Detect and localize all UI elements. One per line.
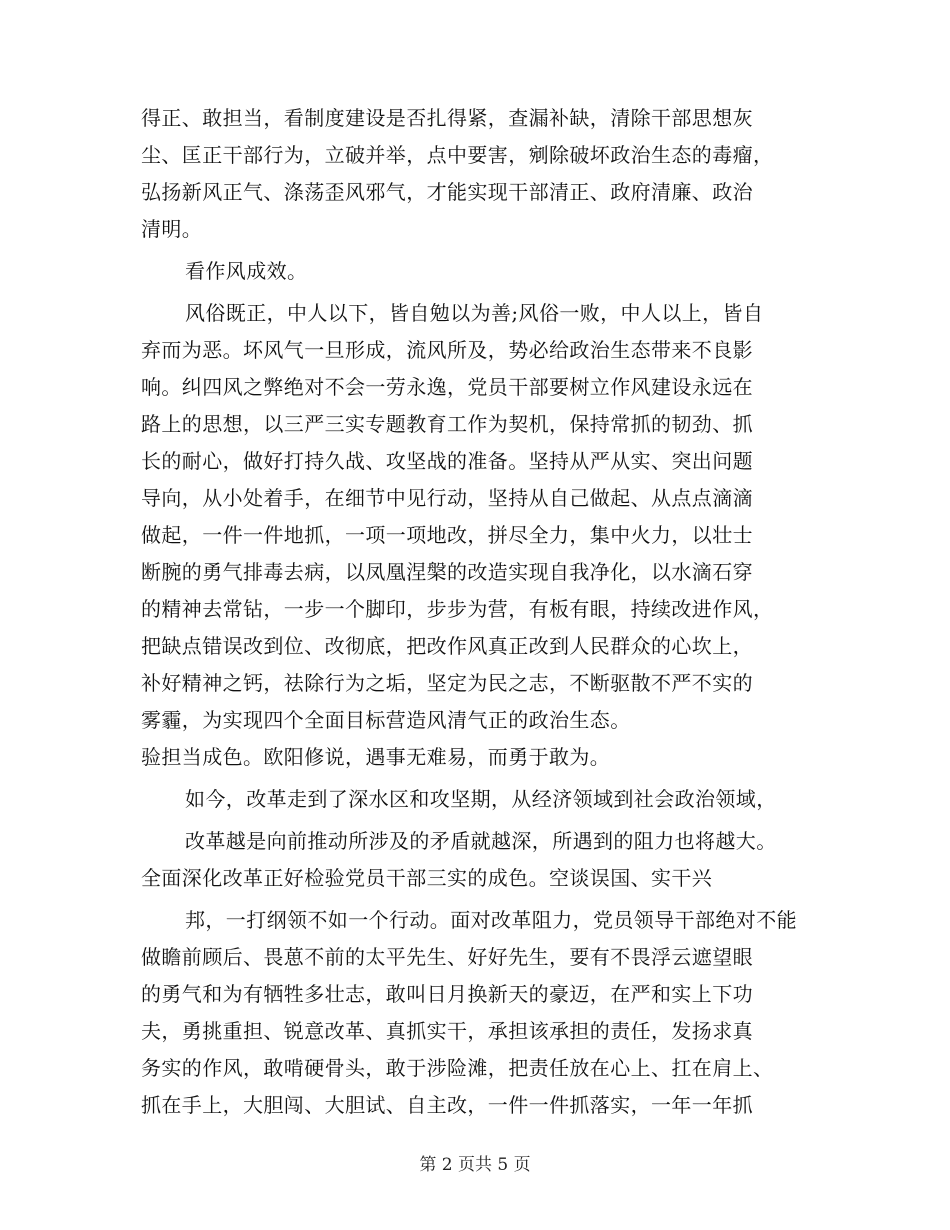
text-line: 把缺点错误改到位、改彻底，把改作风真正改到人民群众的心坎上，	[141, 634, 753, 658]
text-line: 尘、匡正干部行为，立破并举，点中要害，剜除破坏政治生态的毒瘤，	[141, 143, 774, 167]
text-line: 做瞻前顾后、畏葸不前的太平先生、好好先生，要有不畏浮云遮望眼	[141, 945, 753, 969]
text-line: 导向，从小处着手，在细节中见行动，坚持从自己做起、从点点滴滴	[141, 486, 753, 510]
text-line: 长的耐心，做好打持久战、攻坚战的准备。坚持从严从实、突出问题	[141, 449, 753, 473]
text-line: 雾霾，为实现四个全面目标营造风清气正的政治生态。	[141, 708, 631, 732]
text-line: 响。纠四风之弊绝对不会一劳永逸，党员干部要树立作风建设永远在	[141, 375, 753, 399]
text-line: 做起，一件一件地抓，一项一项地改，拼尽全力，集中火力，以壮士	[141, 523, 753, 547]
text-line: 路上的思想，以三严三实专题教育工作为契机，保持常抓的韧劲、抓	[141, 412, 753, 436]
text-line: 夫，勇挑重担、锐意改革、真抓实干，承担该承担的责任，发扬求真	[141, 1019, 753, 1043]
body-text	[141, 100, 811, 1124]
text-line: 弃而为恶。坏风气一旦形成，流风所及，势必给政治生态带来不良影	[141, 338, 753, 362]
text-line: 抓在手上，大胆闯、大胆试、自主改，一件一件抓落实，一年一年抓	[141, 1093, 753, 1117]
text-line: 全面深化改革正好检验党员干部三实的成色。空谈误国、实干兴	[141, 866, 713, 890]
text-line: 邦，一打纲领不如一个行动。面对改革阻力，党员领导干部绝对不能	[185, 908, 797, 932]
text-line: 断腕的勇气排毒去病，以凤凰涅槃的改造实现自我净化，以水滴石穿	[141, 560, 753, 584]
page-footer: 第 2 页共 5 页	[419, 1155, 531, 1175]
text-line: 得正、敢担当，看制度建设是否扎得紧，查漏补缺，清除干部思想灰	[141, 106, 753, 130]
text-line: 验担当成色。欧阳修说，遇事无难易，而勇于敢为。	[141, 745, 611, 769]
text-line: 清明。	[141, 217, 203, 241]
text-line: 补好精神之钙，祛除行为之垢，坚定为民之志，不断驱散不严不实的	[141, 671, 753, 695]
text-line: 的精神去常钻，一步一个脚印，步步为营，有板有眼，持续改进作风，	[141, 597, 774, 621]
text-line: 改革越是向前推动所涉及的矛盾就越深，所遇到的阻力也将越大。	[185, 829, 777, 853]
section-heading: 看作风成效。	[185, 259, 308, 283]
text-line: 的勇气和为有牺牲多壮志，敢叫日月换新天的豪迈，在严和实上下功	[141, 982, 753, 1006]
section-heading: 如今，改革走到了深水区和攻坚期，从经济领域到社会政治领域，	[185, 787, 777, 811]
text-line: 弘扬新风正气、涤荡歪风邪气，才能实现干部清正、政府清廉、政治	[141, 180, 753, 204]
text-line: 务实的作风，敢啃硬骨头，敢于涉险滩，把责任放在心上、扛在肩上、	[141, 1056, 774, 1080]
text-line: 风俗既正，中人以下，皆自勉以为善;风俗一败，中人以上，皆自	[185, 301, 764, 325]
